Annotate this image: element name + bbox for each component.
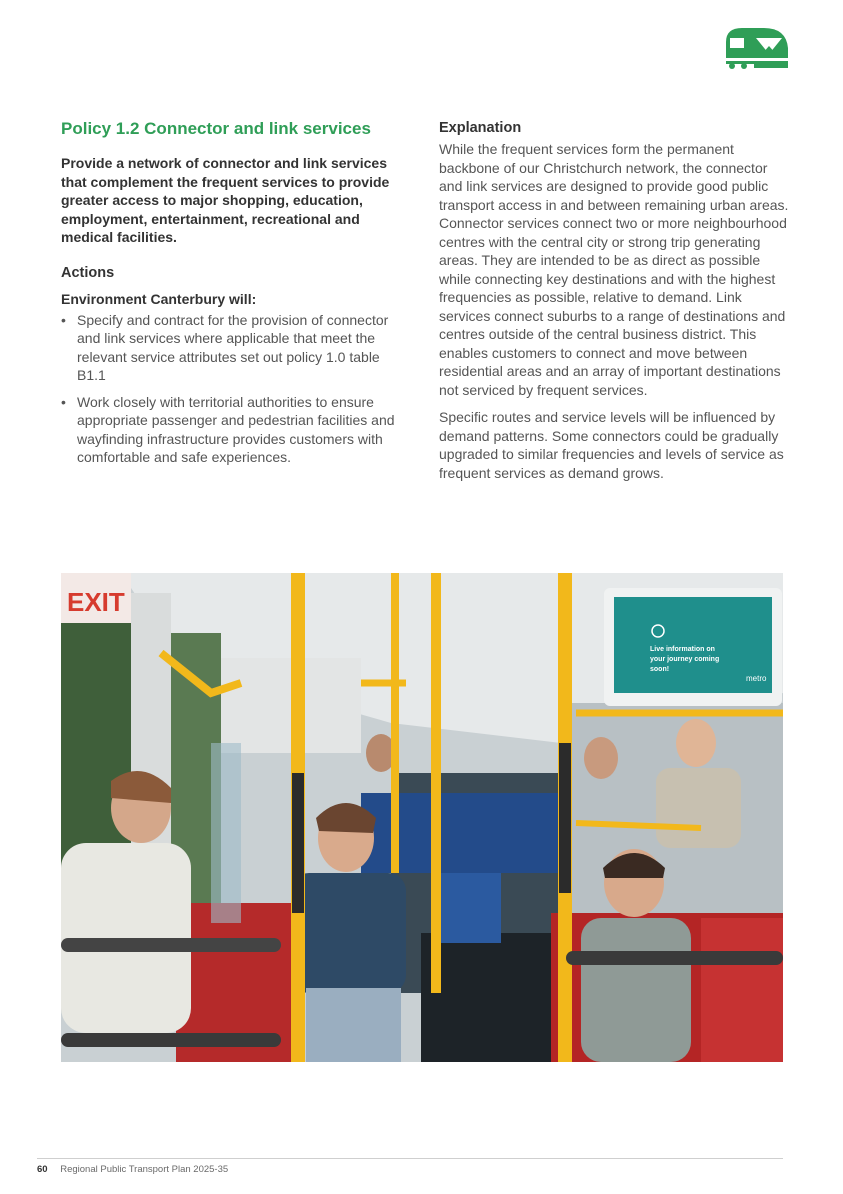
screen-text-line: your journey coming: [650, 656, 720, 663]
screen-text-line: soon!: [650, 666, 670, 673]
screen-brand: metro: [746, 674, 767, 683]
bus-interior-illustration: [61, 573, 783, 1062]
action-item: • Specify and contract for the provision of connector and link services where applicable that meet the relevant service attributes set out policy 1.0 table B1.1: [61, 311, 389, 383]
screen-text-line: Live information on: [650, 646, 715, 653]
exit-sign-text: EXIT: [67, 587, 125, 617]
bus-interior-photo: [61, 573, 783, 1062]
bullet: •: [61, 393, 66, 410]
explanation-heading: Explanation: [439, 120, 522, 136]
page-number: 60: [37, 1164, 48, 1175]
action-item: • Work closely with territorial authorities to ensure appropriate passenger and pedestrian facilities and wayfinding infrastructure provides customers with comfortable and safe experiences.: [61, 393, 395, 465]
page-footer: [37, 1164, 228, 1175]
metro-logo-icon: [720, 24, 790, 70]
bullet: •: [61, 311, 66, 328]
policy-section: [61, 118, 411, 475]
explanation-paragraph: Specific routes and service levels will be influenced by demand patterns. Some connectors could be gradually upgraded to similar frequencies and levels of service as frequent services as demand grows.: [439, 409, 784, 481]
explanation-section: [439, 118, 789, 491]
policy-title: Policy 1.2 Connector and link services: [61, 119, 371, 138]
explanation-paragraph: While the frequent services form the permanent backbone of our Christchurch network, the connector and link services are designed to provide good public transport access in and between remaining urban areas. Connector services connect two or more neighbourhood centres with the central city or strong trip generating areas. They are intended to be as direct as possible while connecting key destinations and with the highest frequencies as possible, relative to demand. Link services connect suburbs to a range of destinations and centres outside of the central business district. This enables customers to connect and move between residential areas and an array of important destinations not serviced by frequent services.: [439, 141, 789, 398]
actions-heading: Actions: [61, 264, 115, 281]
footer-rule: [37, 1158, 783, 1159]
actions-list: [61, 311, 411, 467]
actions-subheading: Environment Canterbury will:: [61, 290, 257, 307]
policy-lead: Provide a network of connector and link services that complement the frequent services to provide greater access to major shopping, education, employment, entertainment, recreational and medical facilities.: [61, 155, 390, 245]
footer-document-title: Regional Public Transport Plan 2025-35: [60, 1164, 229, 1175]
